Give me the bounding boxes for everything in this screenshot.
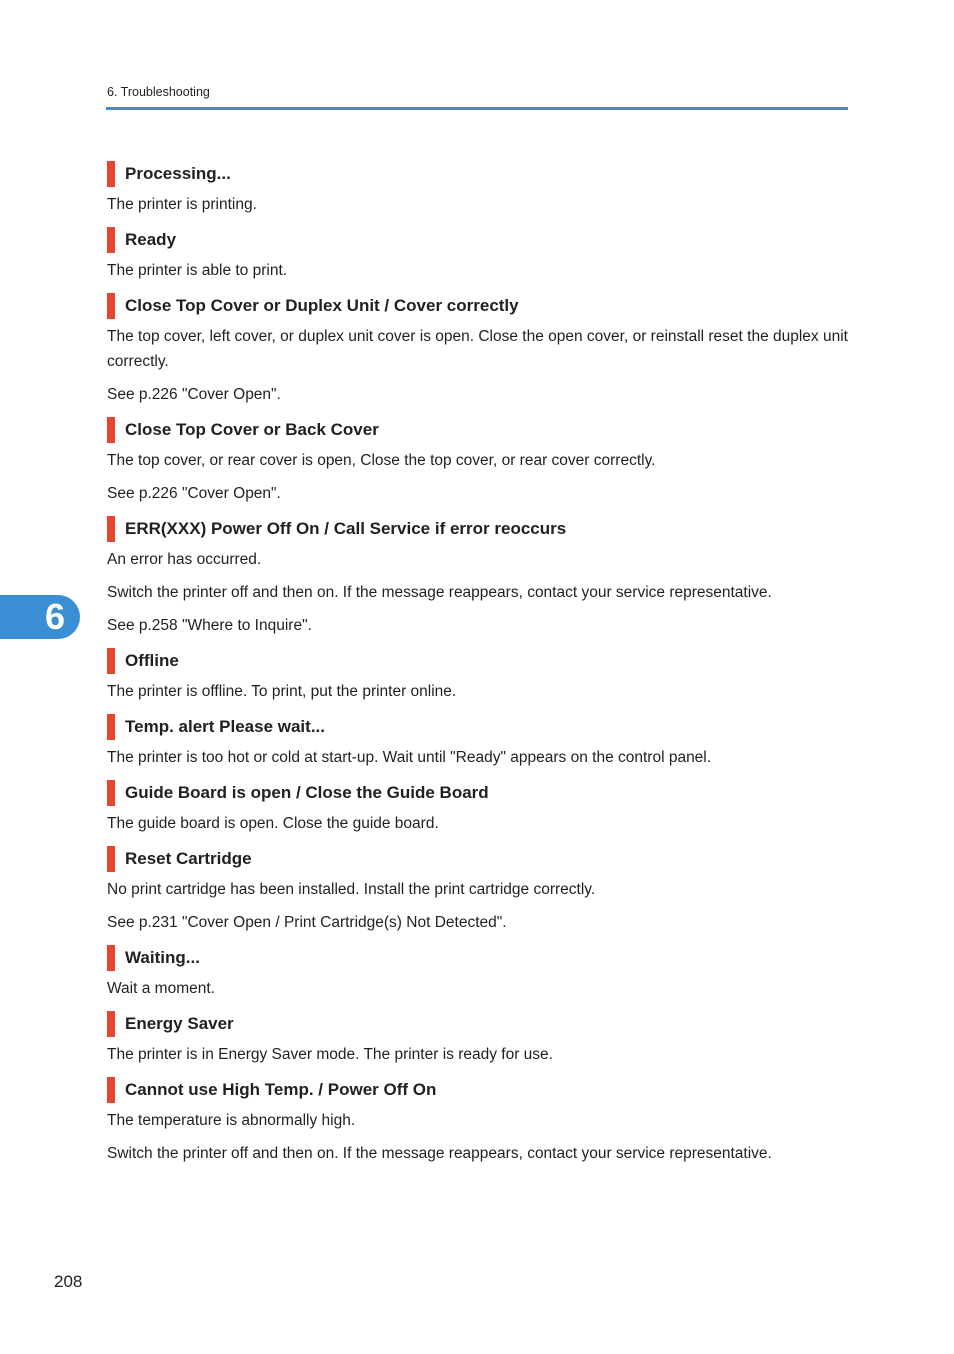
message-heading [107, 1010, 849, 1038]
message-section [107, 160, 849, 217]
content [107, 160, 849, 1174]
message-description: The guide board is open. Close the guide board. [107, 815, 439, 832]
message-title: Cannot use High Temp. / Power Off On [125, 1080, 437, 1099]
heading-marker [107, 714, 115, 740]
heading-marker [107, 417, 115, 443]
message-description: An error has occurred. [107, 551, 262, 568]
message-heading [107, 226, 849, 254]
message-section [107, 647, 849, 704]
message-section [107, 944, 849, 1001]
page-number: 208 [54, 1272, 83, 1291]
message-title: ERR(XXX) Power Off On / Call Service if error reoccurs [125, 519, 567, 538]
message-heading [107, 845, 849, 873]
message-description: Wait a moment. [107, 980, 215, 997]
message-section [107, 779, 849, 836]
message-section [107, 1010, 849, 1067]
message-section [107, 845, 849, 935]
message-heading [107, 160, 849, 188]
message-description: The printer is in Energy Saver mode. The printer is ready for use. [107, 1046, 553, 1063]
message-title: Ready [125, 230, 177, 249]
message-title: Offline [125, 651, 179, 670]
chapter-tab [0, 595, 80, 639]
message-title: Close Top Cover or Back Cover [125, 420, 379, 439]
message-section [107, 1076, 849, 1166]
cross-reference[interactable]: See p.226 "Cover Open". [107, 485, 281, 502]
message-description: The printer is offline. To print, put the printer online. [107, 683, 457, 700]
message-heading [107, 779, 849, 807]
heading-marker [107, 161, 115, 187]
message-section [107, 226, 849, 283]
message-description: The temperature is abnormally high. [107, 1112, 356, 1129]
message-title: Guide Board is open / Close the Guide Board [125, 783, 489, 802]
heading-marker [107, 648, 115, 674]
message-heading [107, 713, 849, 741]
heading-marker [107, 846, 115, 872]
message-description: No print cartridge has been installed. Install the print cartridge correctly. [107, 881, 596, 898]
cross-reference[interactable]: See p.258 "Where to Inquire". [107, 617, 312, 634]
message-title: Waiting... [125, 948, 200, 967]
running-header: 6. Troubleshooting [107, 85, 210, 99]
message-description: Switch the printer off and then on. If the message reappears, contact your service representative. [107, 584, 772, 601]
message-heading [107, 515, 849, 543]
message-description: Switch the printer off and then on. If the message reappears, contact your service representative. [107, 1145, 772, 1162]
heading-marker [107, 516, 115, 542]
message-heading [107, 647, 849, 675]
header-rule [106, 107, 848, 110]
message-section [107, 713, 849, 770]
message-title: Reset Cartridge [125, 849, 252, 868]
message-section [107, 515, 849, 638]
message-heading [107, 292, 849, 320]
message-description: The top cover, left cover, or duplex unit cover is open. Close the open cover, or reinstall reset the duplex unit correctly. [107, 328, 848, 370]
message-description: The top cover, or rear cover is open, Close the top cover, or rear cover correctly. [107, 452, 656, 469]
chapter-number: 6 [44, 596, 66, 637]
heading-marker [107, 945, 115, 971]
message-heading [107, 416, 849, 444]
message-title: Close Top Cover or Duplex Unit / Cover correctly [125, 296, 519, 315]
message-description: The printer is able to print. [107, 262, 288, 279]
message-description: The printer is too hot or cold at start-up. Wait until "Ready" appears on the control panel. [107, 749, 712, 766]
heading-marker [107, 1011, 115, 1037]
cross-reference[interactable]: See p.231 "Cover Open / Print Cartridge(s) Not Detected". [107, 914, 507, 931]
message-description: The printer is printing. [107, 196, 257, 213]
message-heading [107, 944, 849, 972]
message-section [107, 292, 849, 407]
heading-marker [107, 780, 115, 806]
message-title: Temp. alert Please wait... [125, 717, 325, 736]
message-section [107, 416, 849, 506]
message-heading [107, 1076, 849, 1104]
heading-marker [107, 227, 115, 253]
heading-marker [107, 293, 115, 319]
message-title: Energy Saver [125, 1014, 234, 1033]
heading-marker [107, 1077, 115, 1103]
message-title: Processing... [125, 164, 231, 183]
cross-reference[interactable]: See p.226 "Cover Open". [107, 386, 281, 403]
